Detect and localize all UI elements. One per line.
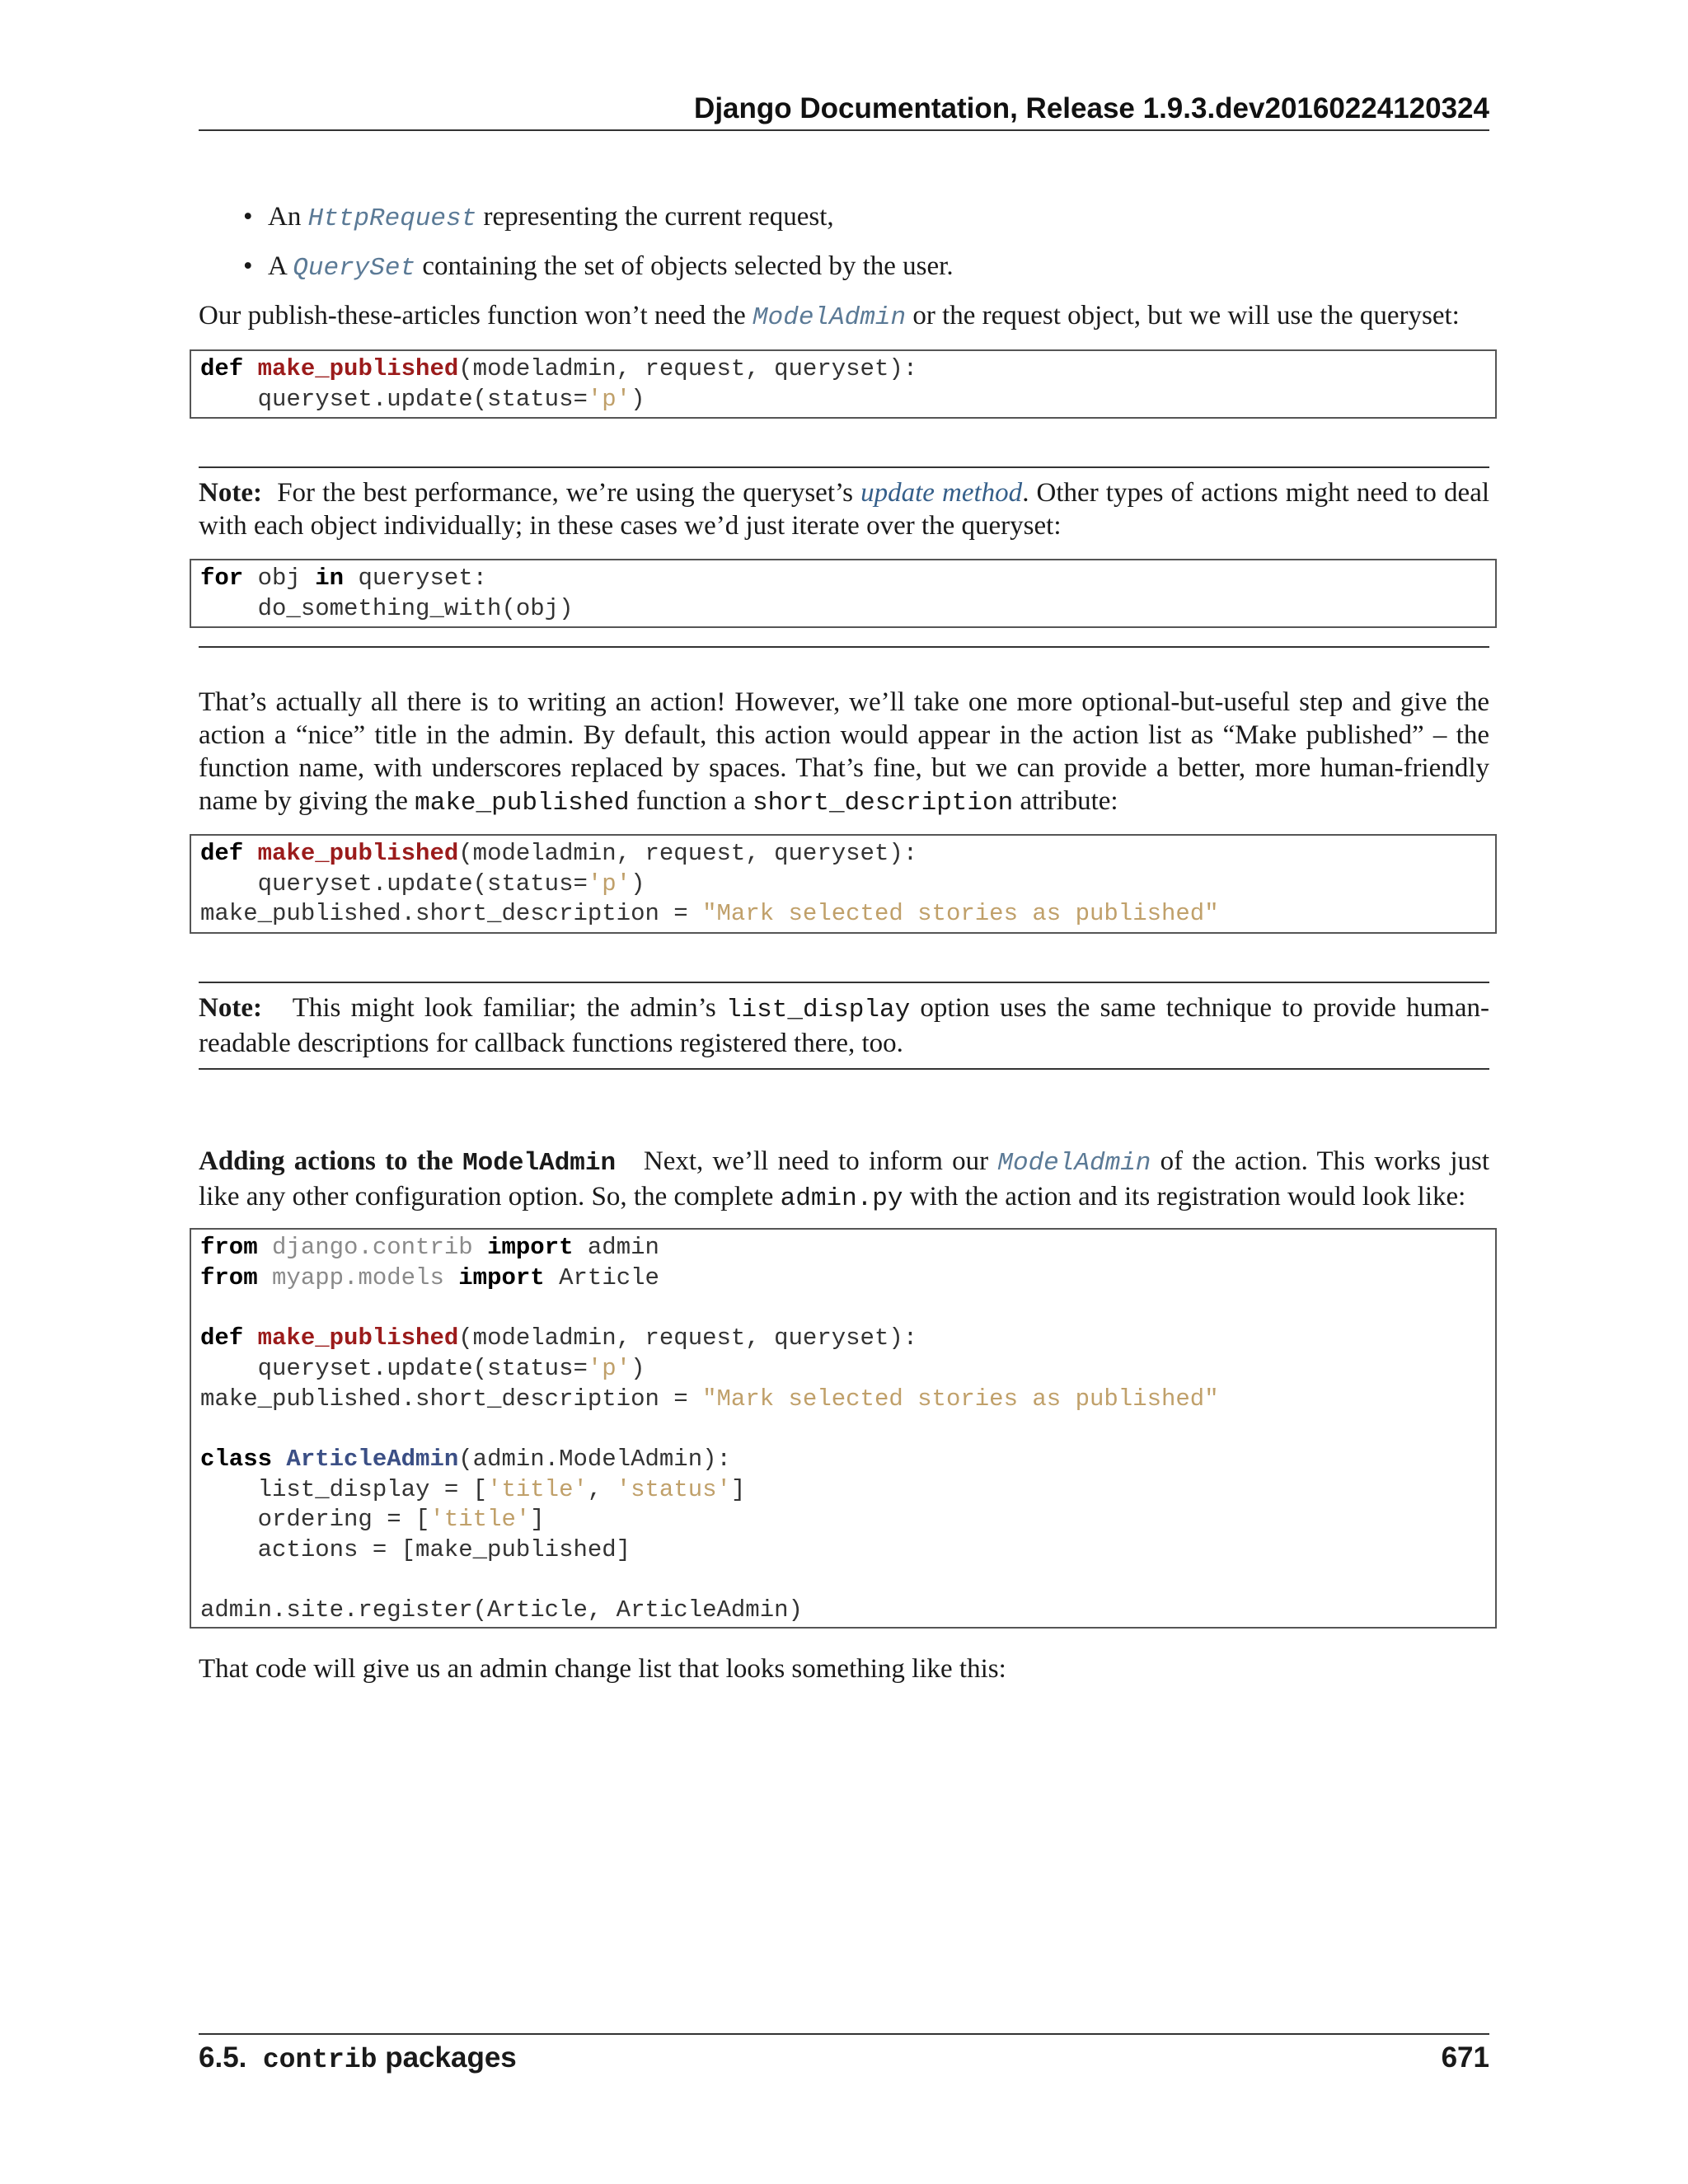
queryset-link[interactable]: QuerySet bbox=[293, 254, 416, 283]
note-rule bbox=[199, 646, 1489, 648]
code-block: for obj in queryset: do_something_with(obj) bbox=[190, 559, 1497, 628]
note-box: Note: For the best performance, we’re using the queryset’s update method. Other types of actions might need to deal with each object individually; in these cases we’d just iterate over the queryset: bbox=[199, 478, 1490, 541]
note-rule bbox=[199, 466, 1489, 468]
bullet-item: • A QuerySet containing the set of objects selected by the user. bbox=[243, 251, 954, 283]
code-block: def make_published(modeladmin, request, queryset): queryset.update(status='p') bbox=[190, 349, 1497, 419]
running-header: Django Documentation, Release 1.9.3.dev20160224120324 bbox=[694, 92, 1489, 124]
note-rule bbox=[199, 1068, 1489, 1070]
code-block: def make_published(modeladmin, request, queryset): queryset.update(status='p') make_published.short_description = "Mark selected stories as published" bbox=[190, 834, 1497, 934]
update-method-link[interactable]: update method bbox=[860, 478, 1023, 508]
bullet-item: • An HttpRequest representing the current request, bbox=[243, 202, 834, 233]
paragraph: Our publish-these-articles function won’t need the ModelAdmin or the request object, but we will use the queryset: bbox=[199, 301, 1460, 332]
modeladmin-link[interactable]: ModelAdmin bbox=[997, 1149, 1151, 1178]
footer-section: 6.5. contrib packages bbox=[199, 2041, 517, 2075]
paragraph: Adding actions to the ModelAdmin Next, we’ll need to inform our ModelAdmin of the action. This works just like any other configuration option. So, the complete admin.py with the action and its registration would look like: bbox=[199, 1146, 1490, 1213]
page-number: 671 bbox=[1441, 2041, 1489, 2074]
bullet-icon: • bbox=[243, 251, 253, 281]
footer-rule bbox=[199, 2033, 1489, 2035]
note-rule bbox=[199, 982, 1489, 983]
httprequest-link[interactable]: HttpRequest bbox=[307, 204, 477, 233]
modeladmin-link[interactable]: ModelAdmin bbox=[753, 303, 907, 332]
code-block: from django.contrib import admin from myapp.models import Article def make_published(modeladmin, request, queryset): queryset.update(status='p') make_published.short_description = "Mark selected stories as published" class ArticleAdmin(admin.ModelAdmin): list_display = ['title', 'status'] ordering = ['title'] actions = [make_published] admin.site.register(Article, ArticleAdmin) bbox=[190, 1228, 1497, 1629]
note-box: Note: This might look familiar; the admin’s list_display option uses the same technique to provide human-readable descriptions for callback functions registered there, too. bbox=[199, 993, 1489, 1058]
section-heading: Adding actions to the bbox=[199, 1146, 453, 1176]
header-rule bbox=[199, 129, 1489, 131]
paragraph: That’s actually all there is to writing an action! However, we’ll take one more optional-but-useful step and give the action a “nice” title in the admin. By default, this action would appear in the action list as “Make published” – the function name, with underscores replaced by spaces. That’s fine, but we can provide a better, more human-friendly name by giving the make_published function a short_description attribute: bbox=[199, 687, 1489, 818]
bullet-icon: • bbox=[243, 202, 253, 232]
paragraph: That code will give us an admin change list that looks something like this: bbox=[199, 1654, 1006, 1684]
